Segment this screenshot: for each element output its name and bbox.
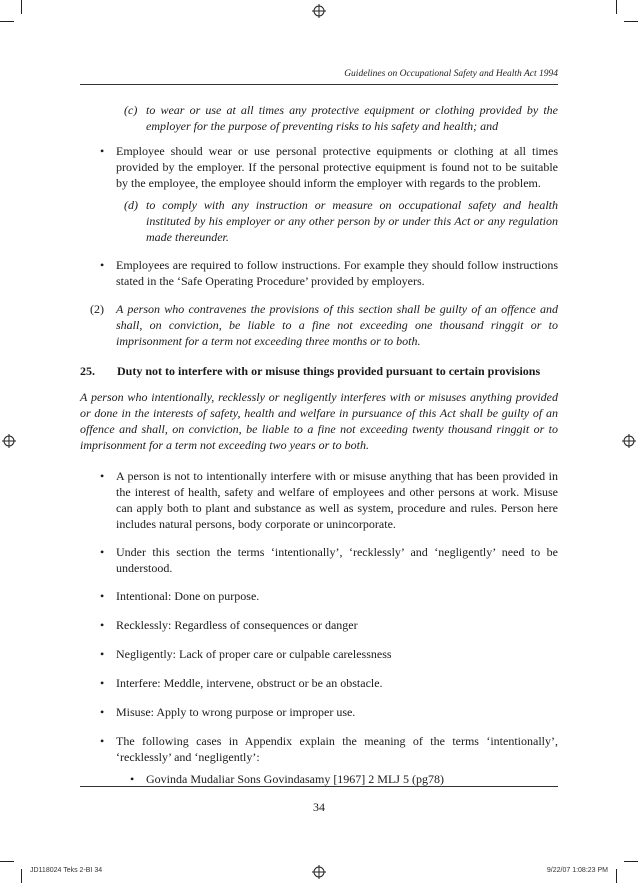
list-item-text: Under this section the terms ‘intentionally’, ‘recklessly’ and ‘negligently’ need to be understood. [116, 545, 558, 575]
bullet-icon: • [100, 618, 105, 632]
list-item-text: Recklessly: Regardless of consequences or danger [116, 618, 358, 632]
registration-mark-icon [312, 4, 326, 18]
bullet-icon: • [100, 647, 105, 661]
list-item [80, 143, 558, 191]
list-item-text: Misuse: Apply to wrong purpose or improper use. [116, 705, 356, 719]
crop-mark [624, 861, 638, 862]
crop-mark [21, 869, 22, 883]
body-content [80, 102, 558, 787]
clause-text: to wear or use at all times any protective equipment or clothing provided by the employer for the purpose of preventing risks to his safety and health; and [146, 103, 558, 133]
list-item-text: Interfere: Meddle, intervene, obstruct or be an obstacle. [116, 676, 383, 690]
bullet-icon: • [100, 705, 105, 719]
bullet-icon: • [100, 734, 105, 748]
header-rule [80, 84, 558, 85]
clause-text: to comply with any instruction or measure on occupational safety and health instituted by his employer or any other person by or under this Act or any regulation made thereunder. [146, 198, 558, 244]
crop-mark [0, 861, 14, 862]
case-citation: Govinda Mudaliar Sons Govindasamy [1967] 2 MLJ 5 (pg78) [146, 772, 444, 786]
section-title: Duty not to interfere with or misuse things provided pursuant to certain provisions [117, 364, 541, 378]
print-slug-left: JD118024 Teks 2-BI 34 [30, 867, 103, 874]
bullet-icon: • [100, 676, 105, 690]
crop-mark [0, 21, 14, 22]
section-text: A person who intentionally, recklessly or negligently interferes with or misuses anything provided or done in the interests of safety, health and welfare in pursuance of this Act shall be guilty of an offence and shall, on conviction, be liable to a fine not exceeding twenty thousand ringgit or to imprisonment for a term not exceeding two years or to both. [80, 390, 558, 452]
print-slug-right: 9/22/07 1:08:23 PM [546, 867, 608, 874]
crop-mark [21, 0, 22, 14]
list-item-text: Employees are required to follow instructions. For example they should follow instructions stated in the ‘Safe Operating Procedure’ provided by employers. [116, 258, 558, 288]
list-item-text: Employee should wear or use personal protective equipments or clothing at all times provided by the employer. If the personal protective equipment is found not to be suitable by the employee, the employee should inform the employer with regards to the problem. [116, 144, 558, 190]
list-item [80, 544, 558, 576]
list-item [80, 468, 558, 532]
crop-mark [624, 21, 638, 22]
crop-mark [616, 0, 617, 14]
footer-rule [80, 786, 558, 787]
clause-label: (d) [124, 198, 138, 212]
section-heading [80, 363, 558, 379]
bullet-icon: • [100, 144, 105, 158]
case-list-item [80, 771, 558, 787]
registration-mark-icon [312, 865, 326, 879]
bullet-icon: • [100, 545, 105, 559]
clause-d [80, 197, 558, 245]
list-item-text: Intentional: Done on purpose. [116, 589, 260, 603]
subsection-text: A person who contravenes the provisions of this section shall be guilty of an offence and shall, on conviction, be liable to a fine not exceeding one thousand ringgit or to imprisonment for a term not exceeding three months or to both. [116, 302, 558, 348]
section-number: 25. [80, 364, 95, 378]
crop-mark [616, 869, 617, 883]
clause-label: (c) [124, 103, 138, 117]
subsection-2 [80, 301, 558, 349]
bullet-icon: • [100, 469, 105, 483]
bullet-icon: • [100, 258, 105, 272]
bullet-icon: • [100, 589, 105, 603]
bullet-icon: • [130, 772, 135, 786]
list-item-text: A person is not to intentionally interfere with or misuse anything that has been provided in the interest of health, safety and welfare of employees and other persons at work. Misuse can apply both to plant and substance as well as system, procedure and rules. Person here includes natural persons, body corporate or unincorporate. [116, 469, 558, 531]
list-item [80, 675, 558, 691]
list-item [80, 588, 558, 604]
list-item [80, 257, 558, 289]
registration-mark-icon [2, 434, 16, 448]
list-item-text: Negligently: Lack of proper care or culpable carelessness [116, 647, 392, 661]
list-item [80, 617, 558, 633]
clause-c [80, 102, 558, 134]
list-item [80, 646, 558, 662]
list-item-text: The following cases in Appendix explain the meaning of the terms ‘intentionally’, ‘recklessly’ and ‘negligently’: [116, 734, 558, 764]
running-header: Guidelines on Occupational Safety and Health Act 1994 [344, 69, 558, 79]
registration-mark-icon [622, 434, 636, 448]
list-item [80, 733, 558, 765]
list-item [80, 704, 558, 720]
subsection-label: (2) [90, 302, 104, 316]
page-number: 34 [313, 800, 325, 814]
